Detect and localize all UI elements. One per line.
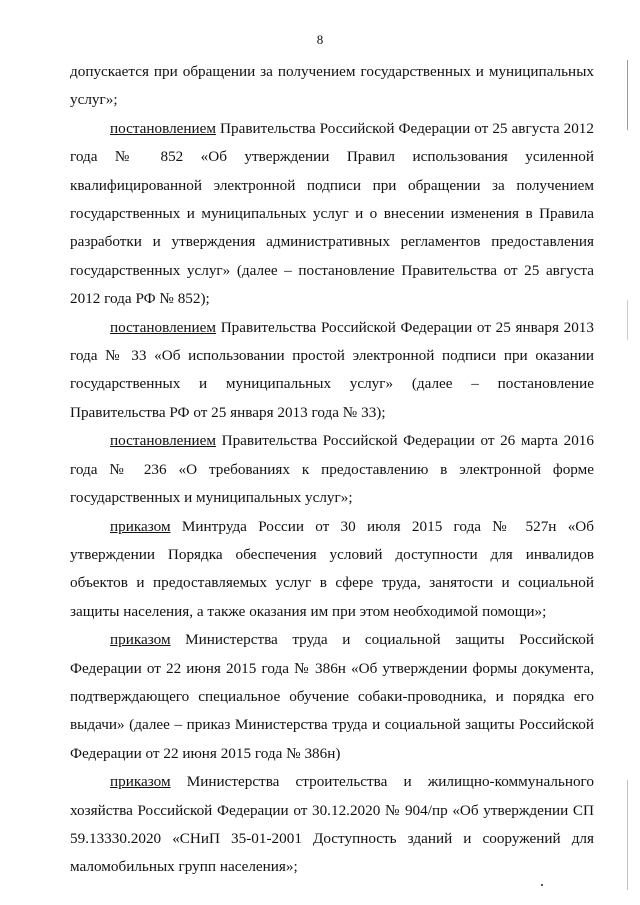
paragraph-regulation-33 xyxy=(70,314,594,428)
document-link[interactable]: постановлением xyxy=(110,318,217,336)
paragraph-continuation xyxy=(70,58,594,115)
paragraph-text: Министерства строительства и жилищно-коммунального хозяйства Российской Федерации от 30.12.2020 № 904/пр «Об утверждении СП 59.13330.2020 «СНиП 35-01-2001 Доступность зданий и сооружений для маломобильных групп населения»; xyxy=(70,773,594,876)
paragraph-text: допускается при обращении за получением государственных и муниципальных услуг»; xyxy=(70,63,594,109)
document-link[interactable]: постановлением xyxy=(110,432,217,450)
document-link[interactable]: приказом xyxy=(110,773,171,791)
paragraph-text: Минтруда России от 30 июля 2015 года № 527н «Об утверждении Порядка обеспечения условий доступности для инвалидов объектов и предоставляемых услуг в сфере труда, занятости и социальной защиты населения, а также оказания им при этом необходимой помощи»; xyxy=(70,517,594,620)
paragraph-text: Правительства Российской Федерации от 25 января 2013 года № 33 «Об использовании простой электронной подписи при оказании государственных и муниципальных услуг» (далее – постановление Правительства РФ от 25 января 2013 года № 33); xyxy=(70,318,594,421)
paragraph-regulation-236 xyxy=(70,427,594,512)
paragraph-regulation-852 xyxy=(70,115,594,314)
paragraph-order-386n xyxy=(70,626,594,768)
paragraph-text: Правительства Российской Федерации от 25 августа 2012 года № 852 «Об утверждении Правил использования усиленной квалифицированной электронной подписи при обращении за получением государственных и муниципальных услуг и о внесении изменения в Правила разработки и утверждения административных регламентов предоставления государственных услуг» (далее – постановление Правительства от 25 августа 2012 года РФ № 852); xyxy=(70,119,594,308)
document-body xyxy=(70,58,594,882)
document-link[interactable]: постановлением xyxy=(110,119,217,137)
scan-edge-mark xyxy=(627,780,628,890)
paragraph-text: Правительства Российской Федерации от 26 марта 2016 года № 236 «О требованиях к предоставлению в электронной форме государственных и муниципальных услуг»; xyxy=(70,432,594,507)
paragraph-text: Министерства труда и социальной защиты Российской Федерации от 22 июня 2015 года № 386н «Об утверждении формы документа, подтверждающего специальное обучение собаки-проводника, и порядка его выдачи» (далее – приказ Министерства труда и социальной защиты Российской Федерации от 22 июня 2015 года № 386н) xyxy=(70,631,594,762)
page-number: 8 xyxy=(316,32,324,47)
scan-edge-mark xyxy=(627,60,628,130)
paragraph-order-904pr xyxy=(70,768,594,882)
document-link[interactable]: приказом xyxy=(110,517,171,535)
document-link[interactable]: приказом xyxy=(110,631,171,649)
scan-edge-mark xyxy=(627,300,628,340)
scan-dot xyxy=(541,884,543,886)
paragraph-order-527n xyxy=(70,513,594,627)
